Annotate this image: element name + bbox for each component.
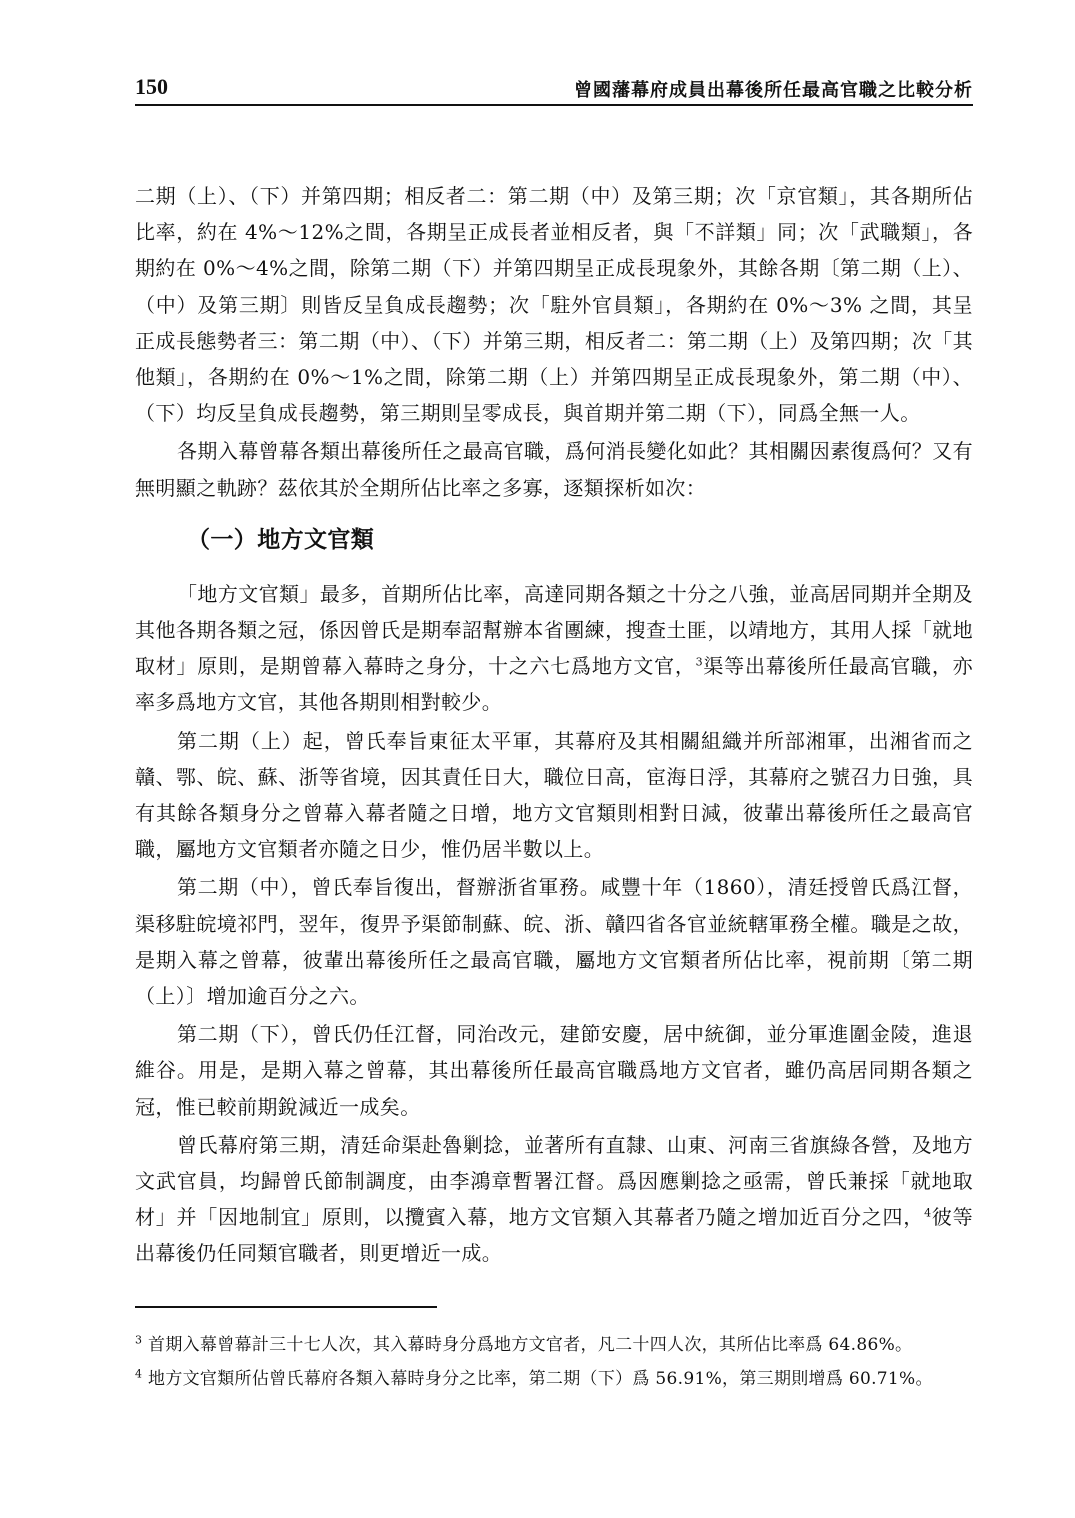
paragraph: 第二期（上）起，曾氏奉旨東征太平軍，其幕府及其相關組織并所部湘軍，出湘省而之贛、鄂、皖、蘇、浙等省境，因其責任日大，職位日高，宦海日浮，其幕府之號召力日強，具有其餘各類身分之曾幕入幕者隨之日增，地方文官類則相對日減，彼輩出幕後所任之最高官職，屬地方文官類者亦隨之日少，惟仍居半數以上。 bbox=[135, 728, 973, 862]
paragraph-text: 曾氏幕府第三期，清廷命渠赴魯剿捻，並著所有直隸、山東、河南三省旗綠各營，及地方文武官員，均歸曾氏節制調度，由李鴻章暫署江督。爲因應剿捻之亟需，曾氏兼採「就地取材」并「因地制宜」原則，以攬賓入幕，地方文官類入其幕者乃隨之增加近百分之四， bbox=[135, 1132, 973, 1230]
paragraph-text: 「地方文官類」最多，首期所佔比率，高達同期各類之十分之八強，並高居同期并全期及其他各期各類之冠，係因曾氏是期奉詔幫辦本省團練，搜查土匪，以靖地方，其用人採「就地取材」原則，是期曾幕入幕時之身分，十之六七爲地方文官， bbox=[135, 581, 973, 679]
page-header bbox=[135, 72, 973, 108]
page-number: 150 bbox=[135, 74, 168, 99]
footnotes bbox=[135, 1330, 973, 1398]
footnote-mark: 3 bbox=[135, 1333, 143, 1347]
paragraph bbox=[135, 1127, 973, 1272]
section-heading: （一）地方文官類 bbox=[187, 526, 375, 553]
header-rule bbox=[135, 104, 973, 106]
paragraph bbox=[135, 576, 973, 721]
paragraph: 第二期（中），曾氏奉旨復出，督辦浙省軍務。咸豐十年（1860），清廷授曾氏爲江督，渠移駐皖境祁門，翌年，復畀予渠節制蘇、皖、浙、贛四省各官並統轄軍務全權。職是之故，是期入幕之曾幕，彼輩出幕後所任之最高官職，屬地方文官類者所佔比率，視前期〔第二期（上）〕增加逾百分之六。 bbox=[135, 875, 973, 1009]
footnote-rule bbox=[135, 1306, 437, 1308]
paragraph: 各期入幕曾幕各類出幕後所任之最高官職，爲何消長變化如此？其相關因素復爲何？又有無明顯之軌跡？茲依其於全期所佔比率之多寡，逐類探析如次： bbox=[135, 439, 973, 500]
paragraph-text: 渠等出幕後所任最高官職，亦率多爲地方文官，其他各期則相對較少。 bbox=[135, 654, 973, 715]
footnote bbox=[135, 1364, 973, 1394]
footnote-reference[interactable]: 4 bbox=[924, 1206, 932, 1220]
footnote bbox=[135, 1330, 973, 1360]
paragraph-text: 彼等出幕後仍任同類官職者，則更增近一成。 bbox=[135, 1205, 973, 1266]
footnote-text: 地方文官類所佔曾氏幕府各類入幕時身分之比率，第二期（下）爲 56.91%，第三期則增爲 60.71%。 bbox=[148, 1369, 933, 1389]
paragraph: 第二期（下），曾氏仍任江督，同治改元，建節安慶，居中統御，並分軍進圍金陵，進退維谷。用是，是期入幕之曾幕，其出幕後所任最高官職爲地方文官者，雖仍高居同期各類之冠，惟已較前期銳減近一成矣。 bbox=[135, 1022, 973, 1119]
paragraph: 二期（上）、（下）并第四期；相反者二：第二期（中）及第三期；次「京官類」，其各期所佔比率，約在 4%～12%之間，各期呈正成長者並相反者，與「不詳類」同；次「武職類」，各期約在 0%～4%之間，除第二期（下）并第四期呈正成長現象外，其餘各期〔第二期（上）、（中）及第三期〕則皆反呈負成長趨勢；次「駐外官員類」，各期約在 0%～3% 之間，其呈正成長態勢者三：第二期（中）、（下）并第三期，相反者二：第二期（上）及第四期；次「其他類」，各期約在 0%～1%之間，除第二期（上）并第四期呈正成長現象外，第二期（中）、（下）均反呈負成長趨勢，第三期則呈零成長，與首期并第二期（下），同爲全無一人。 bbox=[135, 184, 973, 426]
footnote-text: 首期入幕曾幕計三十七人次，其入幕時身分爲地方文官者，凡二十四人次，其所佔比率爲 64.86%。 bbox=[148, 1335, 913, 1355]
running-title: 曾國藩幕府成員出幕後所任最高官職之比較分析 bbox=[574, 80, 973, 101]
main-text bbox=[135, 178, 973, 1272]
footnote-reference[interactable]: 3 bbox=[695, 655, 704, 669]
footnote-mark: 4 bbox=[135, 1367, 143, 1381]
